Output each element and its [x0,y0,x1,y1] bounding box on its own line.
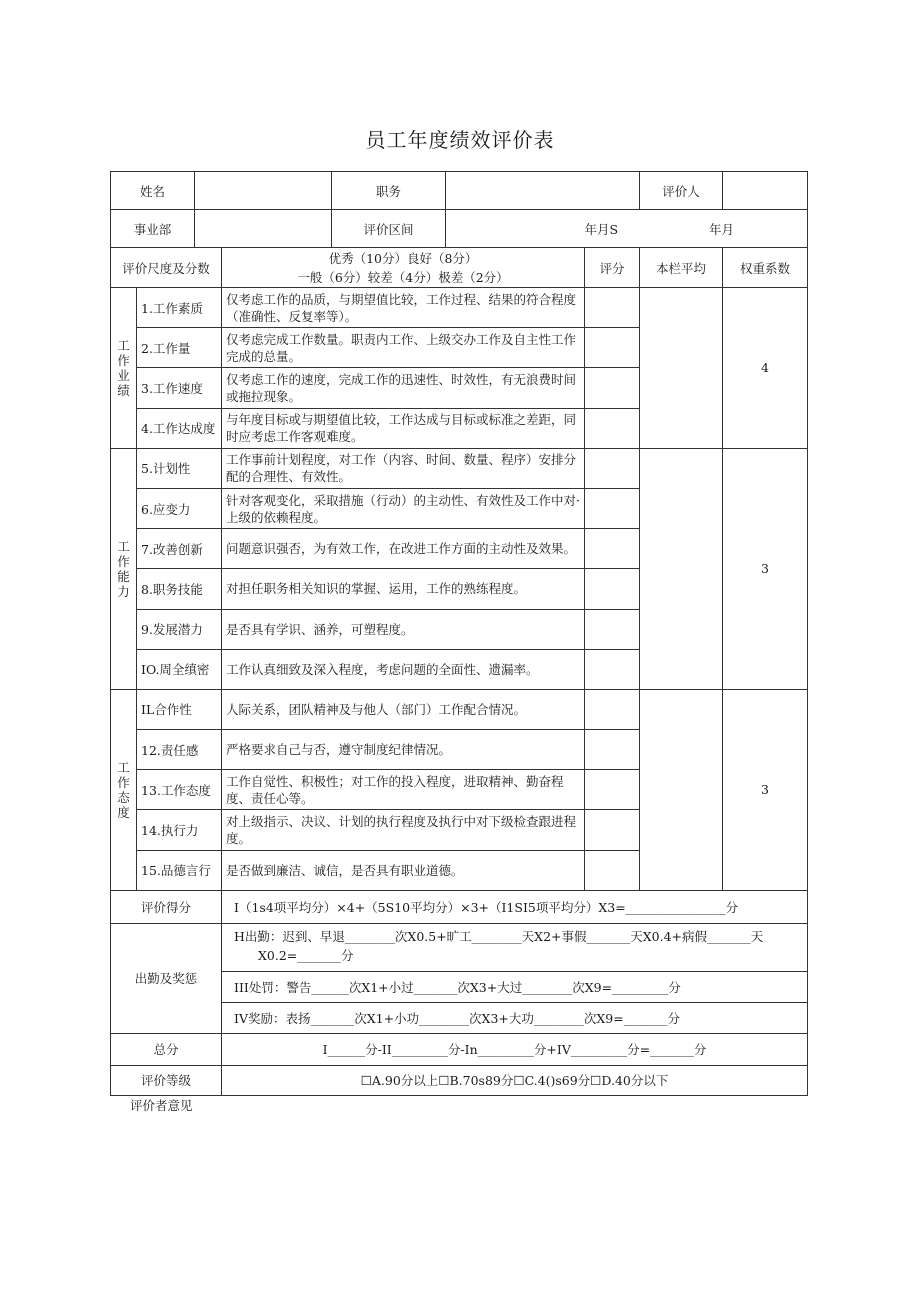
grade-options[interactable]: ☐A.90分以上☐B.70s89分☐C.4()s69分☐D.40分以下 [222,1065,808,1095]
criteria-label: 14.执行力 [137,810,222,850]
section-name [111,288,137,449]
section-weight: 3 [723,689,808,890]
score-cell[interactable] [585,288,640,328]
evaluator-field[interactable] [723,172,808,210]
criteria-description: 是否具有学识、涵养，可塑程度。 [222,609,585,649]
criteria-row [111,448,808,488]
criteria-description: 问题意识强否，为有效工作，在改进工作方面的主动性及效果。 [222,529,585,569]
criteria-description: 工作自觉性、积极性；对工作的投入程度，进取精神、勤奋程度、责任心等。 [222,770,585,810]
total-label: 总分 [111,1033,222,1065]
criteria-label: IL合作性 [137,689,222,729]
criteria-description: 仅考虑完成工作数量。职责内工作、上级交办工作及自主性工作完成的总量。 [222,328,585,368]
criteria-label: 8.职务技能 [137,569,222,609]
criteria-label: 2.工作量 [137,328,222,368]
period-to: 年月 [709,221,735,237]
score-cell[interactable] [585,529,640,569]
section-name-char: 作 [117,352,130,368]
criteria-label: 5.计划性 [137,448,222,488]
section-weight: 3 [723,448,808,689]
section-name-char: 工 [117,337,130,353]
section-name-char: 工 [117,538,130,554]
reward-line[interactable]: IV奖励：表扬_______次X1+小功________次X3+大功________次X9=_______分 [222,1002,807,1033]
criteria-description: 工作事前计划程度，对工作（内容、时间、数量、程序）安排分配的合理性、有效性。 [222,448,585,488]
period-label: 评价区间 [332,210,446,248]
section-name-char: 工 [117,759,130,775]
score-cell[interactable] [585,689,640,729]
evaluator-opinion-label: 评价者意见 [130,1098,193,1113]
penalty-line[interactable]: III处罚：警告______次X1+小过_______次X3+大过________次X9=_________分 [222,971,807,1002]
position-field[interactable] [446,172,640,210]
department-label: 事业部 [111,210,195,248]
period-from: 年月S [584,221,619,237]
score-cell[interactable] [585,730,640,770]
score-cell[interactable] [585,328,640,368]
score-cell[interactable] [585,649,640,689]
score-row-formula[interactable]: I（1s4项平均分）×4+（5S10平均分）×3+（I1SI5项平均分）X3=________________分 [222,890,808,923]
name-field[interactable] [195,172,332,210]
score-cell[interactable] [585,448,640,488]
scale-description [222,248,585,288]
section-name-char: 力 [117,583,130,599]
scale-line-2: 一般（6分）较差（4分）极差（2分） [297,269,509,285]
name-label: 姓名 [111,172,195,210]
score-cell[interactable] [585,488,640,528]
criteria-label: 13.工作态度 [137,770,222,810]
score-column-header: 评分 [585,248,640,288]
criteria-row [111,689,808,729]
average-column-header: 本栏平均 [640,248,723,288]
criteria-label: 7.改善创新 [137,529,222,569]
attendance-line[interactable]: H出勤：迟到、早退________次X0.5+旷工________天X2+事假_______天X0.4+病假_______天 [234,928,764,944]
attendance-line-cont[interactable]: X0.2=_______分 [258,947,354,963]
section-name-char: 绩 [117,382,130,398]
total-formula[interactable]: I______分-II_________分-In_________分+IV_________分=_______分 [222,1033,808,1065]
period-field[interactable] [446,210,808,248]
criteria-label: 6.应变力 [137,488,222,528]
grade-label: 评价等级 [111,1065,222,1095]
criteria-description: 人际关系，团队精神及与他人（部门）工作配合情况。 [222,689,585,729]
score-cell[interactable] [585,770,640,810]
position-label: 职务 [332,172,446,210]
section-name-char: 能 [117,568,130,584]
section-weight: 4 [723,288,808,449]
section-name-char: 作 [117,553,130,569]
score-cell[interactable] [585,609,640,649]
criteria-label: IO.周全缜密 [137,649,222,689]
section-name-char: 作 [117,774,130,790]
score-cell[interactable] [585,850,640,890]
criteria-label: 12.责任感 [137,730,222,770]
criteria-label: 9.发展潜力 [137,609,222,649]
criteria-description: 仅考虑工作的速度，完成工作的迅速性、时效性，有无浪费时间或拖拉现象。 [222,368,585,408]
section-average-cell[interactable] [640,448,723,689]
evaluator-label: 评价人 [640,172,723,210]
score-row-label: 评价得分 [111,890,222,923]
criteria-description: 针对客观变化，采取措施（行动）的主动性、有效性及工作中对·上级的依赖程度。 [222,488,585,528]
criteria-label: 15.品德言行 [137,850,222,890]
score-cell[interactable] [585,569,640,609]
evaluation-form [110,171,808,1096]
criteria-description: 对上级指示、决议、计划的执行程度及执行中对下级检查跟进程度。 [222,810,585,850]
section-name-char: 态 [117,789,130,805]
weight-column-header: 权重系数 [723,248,808,288]
section-average-cell[interactable] [640,288,723,449]
page-title: 员工年度绩效评价表 [365,128,555,152]
criteria-description: 与年度目标或与期望值比较，工作达成与目标或标准之差距，同时应考虑工作客观难度。 [222,408,585,448]
criteria-description: 对担任职务相关知识的掌握、运用，工作的熟练程度。 [222,569,585,609]
score-cell[interactable] [585,810,640,850]
score-cell[interactable] [585,368,640,408]
scale-line-1: 优秀（10分）良好（8分） [328,250,478,266]
criteria-label: 4.工作达成度 [137,408,222,448]
criteria-label: 1.工作素质 [137,288,222,328]
scale-label: 评价尺度及分数 [111,248,222,288]
criteria-row [111,288,808,328]
criteria-description: 是否做到廉洁、诚信，是否具有职业道德。 [222,850,585,890]
section-average-cell[interactable] [640,689,723,890]
criteria-description: 严格要求自己与否，遵守制度纪律情况。 [222,730,585,770]
section-name [111,448,137,689]
department-field[interactable] [195,210,332,248]
attendance-label: 出勤及奖惩 [111,923,222,1033]
criteria-label: 3.工作速度 [137,368,222,408]
section-name [111,689,137,890]
section-name-char: 业 [117,367,130,383]
score-cell[interactable] [585,408,640,448]
criteria-description: 仅考虑工作的品质，与期望值比较，工作过程、结果的符合程度（准确性、反复率等）。 [222,288,585,328]
attendance-block [222,923,808,1033]
criteria-description: 工作认真细致及深入程度，考虑问题的全面性、遗漏率。 [222,649,585,689]
section-name-char: 度 [117,804,130,820]
